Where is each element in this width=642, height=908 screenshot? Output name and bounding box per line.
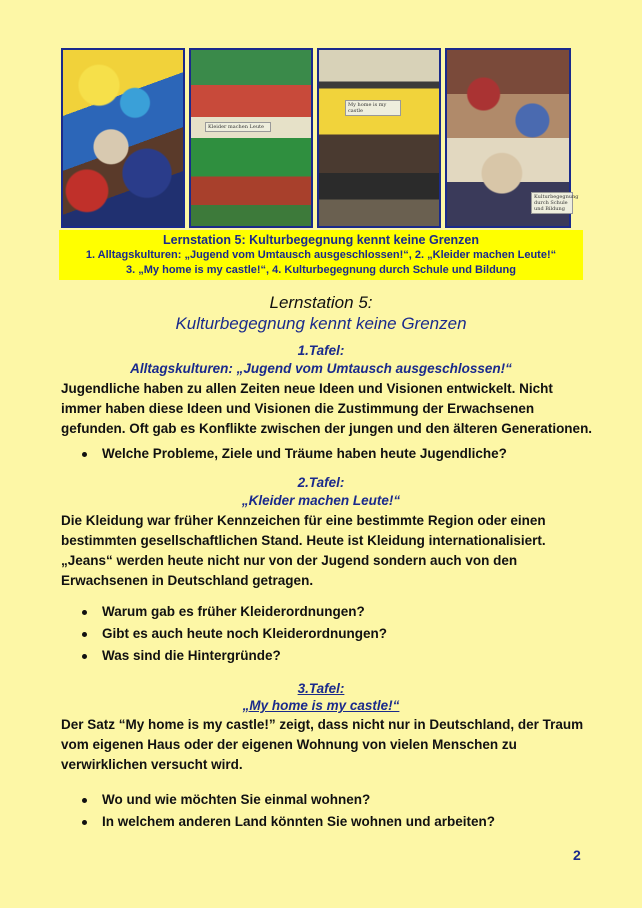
tafel-title: Alltagskulturen: „Jugend vom Umtausch ausgeschlossen!“ xyxy=(130,361,512,376)
text-line: Der Satz “My home is my castle!” zeigt, dass nicht nur in Deutschland, der Traum xyxy=(61,717,584,732)
photo-caption: Kulturbegegnung durch Schule und Bildung xyxy=(531,192,573,214)
question-item: Welche Probleme, Ziele und Träume haben heute Jugendliche? xyxy=(78,443,598,465)
photo-caption: My home is my castle xyxy=(345,100,401,116)
tafel-label: 2.Tafel: xyxy=(297,475,345,490)
tafel-title: „Kleider machen Leute!“ xyxy=(241,493,401,508)
tafel-text xyxy=(61,715,601,775)
tafel-title: „My home is my castle!“ xyxy=(242,698,400,713)
photo-collage xyxy=(61,48,579,228)
photo-caption: Kleider machen Leute xyxy=(205,122,271,132)
photo-youth-culture xyxy=(61,48,185,228)
banner-title: Lernstation 5: Kulturbegegnung kennt keine Grenzen xyxy=(162,233,479,247)
photo-home xyxy=(317,48,441,228)
photo-school xyxy=(445,48,579,228)
question-item: In welchem anderen Land könnten Sie wohnen und arbeiten? xyxy=(78,811,598,833)
question-item: Wo und wie möchten Sie einmal wohnen? xyxy=(78,789,598,811)
text-line: Die Kleidung war früher Kennzeichen für eine bestimmte Region oder einen xyxy=(61,513,546,528)
text-line: gefunden. Oft gab es Konflikte zwischen der jungen und den älteren Generationen. xyxy=(61,421,593,436)
question-list xyxy=(78,601,598,667)
page-heading: Lernstation 5: xyxy=(269,293,373,312)
question-list xyxy=(78,443,598,465)
tafel-text xyxy=(61,511,601,591)
title-banner xyxy=(59,230,583,280)
text-line: Jugendliche haben zu allen Zeiten neue Ideen und Visionen entwickelt. Nicht xyxy=(61,381,553,396)
question-item: Gibt es auch heute noch Kleiderordnungen? xyxy=(78,623,598,645)
tafel-text xyxy=(61,379,601,439)
question-list xyxy=(78,789,598,833)
page-number: 2 xyxy=(573,847,581,863)
banner-line: 3. „My home is my castle!“, 4. Kulturbegegnung durch Schule und Bildung xyxy=(126,263,516,276)
text-line: Erwachsenen in Deutschland getragen. xyxy=(61,573,314,588)
text-line: immer haben diese Ideen und Visionen die Zustimmung der Erwachsenen xyxy=(61,401,535,416)
text-line: vom eigenen Haus oder der eigenen Wohnung von vielen Menschen zu xyxy=(61,737,517,752)
tafel-label: 1.Tafel: xyxy=(297,343,345,358)
tafel-label: 3.Tafel: xyxy=(297,681,345,696)
question-item: Warum gab es früher Kleiderordnungen? xyxy=(78,601,598,623)
banner-line: 1. Alltagskulturen: „Jugend vom Umtausch ausgeschlossen!“, 2. „Kleider machen Leute!“ xyxy=(85,249,557,262)
page-subheading: Kulturbegegnung kennt keine Grenzen xyxy=(175,314,467,333)
text-line: bestimmten gesellschaftlichen Stand. Heute ist Kleidung internationalisiert. xyxy=(61,533,546,548)
text-line: „Jeans“ werden heute nicht nur von der Jugend sondern auch von den xyxy=(61,553,518,568)
question-item: Was sind die Hintergründe? xyxy=(78,645,598,667)
text-line: verwirklichen versucht wird. xyxy=(61,757,243,772)
photo-clothing xyxy=(189,48,313,228)
